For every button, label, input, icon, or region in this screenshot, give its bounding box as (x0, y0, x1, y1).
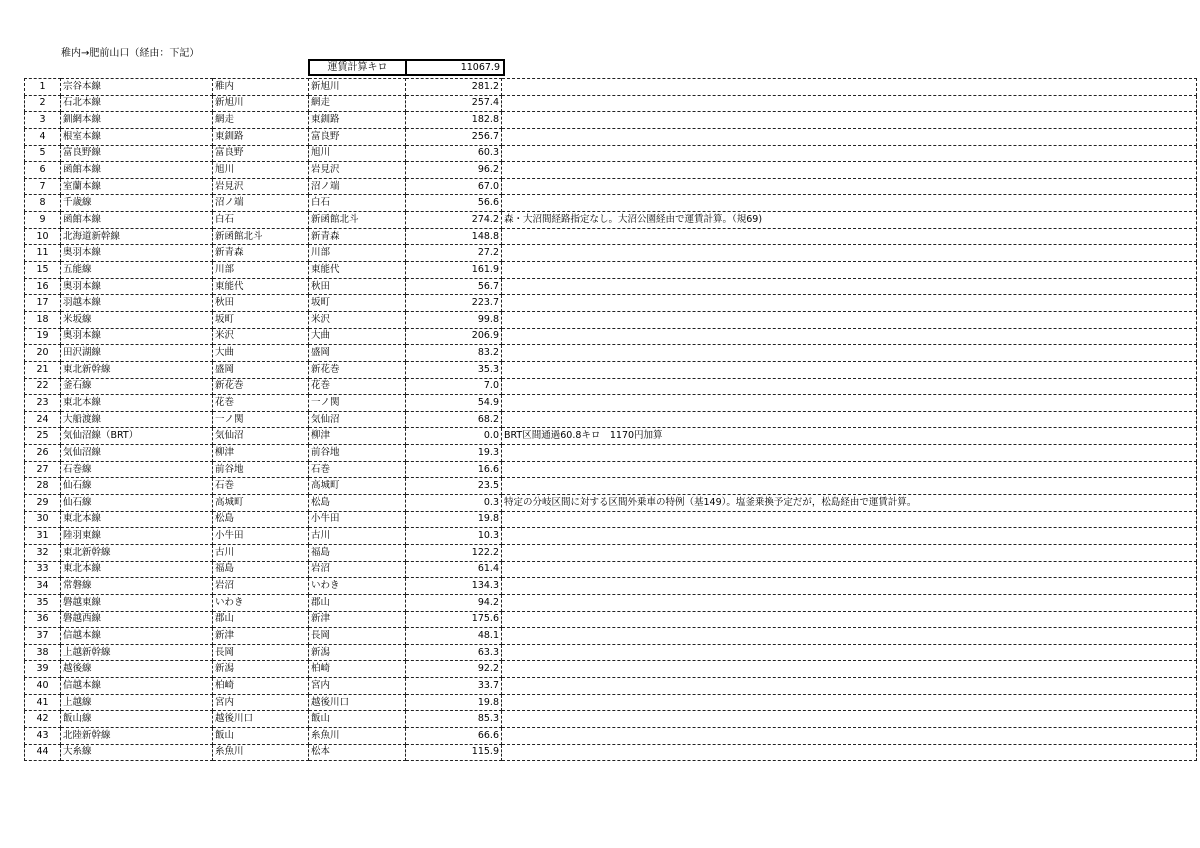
row-number[interactable]: 2 (25, 95, 61, 112)
route-note[interactable] (502, 445, 1197, 462)
distance-km[interactable]: 83.2 (406, 345, 502, 362)
to-station[interactable]: 古川 (309, 528, 406, 545)
distance-km[interactable]: 56.7 (406, 278, 502, 295)
line-name[interactable]: 釜石線 (61, 378, 213, 395)
line-name[interactable]: 田沢湖線 (61, 345, 213, 362)
from-station[interactable]: 気仙沼 (213, 428, 309, 445)
distance-km[interactable]: 0.3 (406, 495, 502, 512)
to-station[interactable]: 花巻 (309, 378, 406, 395)
route-note[interactable] (502, 95, 1197, 112)
to-station[interactable]: 東能代 (309, 262, 406, 279)
route-note[interactable] (502, 228, 1197, 245)
distance-km[interactable]: 85.3 (406, 711, 502, 728)
distance-km[interactable]: 175.6 (406, 611, 502, 628)
table-row[interactable] (25, 495, 1197, 512)
distance-km[interactable]: 206.9 (406, 328, 502, 345)
row-number[interactable]: 39 (25, 661, 61, 678)
from-station[interactable]: 東釧路 (213, 128, 309, 145)
from-station[interactable]: 新旭川 (213, 95, 309, 112)
to-station[interactable]: 坂町 (309, 295, 406, 312)
row-number[interactable]: 41 (25, 694, 61, 711)
from-station[interactable]: 米沢 (213, 328, 309, 345)
route-note[interactable] (502, 561, 1197, 578)
row-number[interactable]: 24 (25, 411, 61, 428)
table-row[interactable] (25, 528, 1197, 545)
distance-km[interactable]: 66.6 (406, 727, 502, 744)
line-name[interactable]: 室蘭本線 (61, 178, 213, 195)
line-name[interactable]: 大船渡線 (61, 411, 213, 428)
row-number[interactable]: 3 (25, 112, 61, 129)
line-name[interactable]: 気仙沼線（BRT） (61, 428, 213, 445)
row-number[interactable]: 5 (25, 145, 61, 162)
table-row[interactable] (25, 694, 1197, 711)
line-name[interactable]: 仙石線 (61, 478, 213, 495)
table-row[interactable] (25, 428, 1197, 445)
line-name[interactable]: 常磐線 (61, 578, 213, 595)
line-name[interactable]: 東北本線 (61, 511, 213, 528)
from-station[interactable]: 古川 (213, 544, 309, 561)
table-row[interactable] (25, 445, 1197, 462)
to-station[interactable]: 長岡 (309, 628, 406, 645)
table-row[interactable] (25, 345, 1197, 362)
to-station[interactable]: 前谷地 (309, 445, 406, 462)
from-station[interactable]: 福島 (213, 561, 309, 578)
to-station[interactable]: 新青森 (309, 228, 406, 245)
row-number[interactable]: 22 (25, 378, 61, 395)
line-name[interactable]: 北陸新幹線 (61, 727, 213, 744)
distance-km[interactable]: 274.2 (406, 212, 502, 229)
from-station[interactable]: 石巻 (213, 478, 309, 495)
distance-km[interactable]: 63.3 (406, 644, 502, 661)
table-row[interactable] (25, 744, 1197, 761)
route-note[interactable] (502, 478, 1197, 495)
row-number[interactable]: 17 (25, 295, 61, 312)
distance-km[interactable]: 7.0 (406, 378, 502, 395)
distance-km[interactable]: 134.3 (406, 578, 502, 595)
to-station[interactable]: 新函館北斗 (309, 212, 406, 229)
to-station[interactable]: 高城町 (309, 478, 406, 495)
route-note[interactable]: 森・大沼間経路指定なし。大沼公園経由で運賃計算。（規69) (502, 212, 1197, 229)
route-note[interactable] (502, 395, 1197, 412)
to-station[interactable]: いわき (309, 578, 406, 595)
to-station[interactable]: 大曲 (309, 328, 406, 345)
to-station[interactable]: 岩見沢 (309, 162, 406, 179)
route-note[interactable] (502, 361, 1197, 378)
from-station[interactable]: 長岡 (213, 644, 309, 661)
route-note[interactable]: 特定の分岐区間に対する区間外乗車の特例（基149）。塩釜乗換予定だが，松島経由で運賃計算。 (502, 495, 1197, 512)
line-name[interactable]: 石巻線 (61, 461, 213, 478)
from-station[interactable]: 糸魚川 (213, 744, 309, 761)
row-number[interactable]: 21 (25, 361, 61, 378)
to-station[interactable]: 富良野 (309, 128, 406, 145)
line-name[interactable]: 東北新幹線 (61, 544, 213, 561)
from-station[interactable]: 新函館北斗 (213, 228, 309, 245)
line-name[interactable]: 羽越本線 (61, 295, 213, 312)
to-station[interactable]: 柳津 (309, 428, 406, 445)
distance-km[interactable]: 61.4 (406, 561, 502, 578)
table-row[interactable] (25, 644, 1197, 661)
row-number[interactable]: 19 (25, 328, 61, 345)
row-number[interactable]: 10 (25, 228, 61, 245)
table-row[interactable] (25, 245, 1197, 262)
line-name[interactable]: 根室本線 (61, 128, 213, 145)
from-station[interactable]: 盛岡 (213, 361, 309, 378)
to-station[interactable]: 新津 (309, 611, 406, 628)
route-note[interactable] (502, 328, 1197, 345)
distance-km[interactable]: 223.7 (406, 295, 502, 312)
sheet-title: 稚内→肥前山口（経由：下記） (61, 48, 200, 59)
row-number[interactable]: 23 (25, 395, 61, 412)
table-row[interactable] (25, 578, 1197, 595)
to-station[interactable]: 秋田 (309, 278, 406, 295)
from-station[interactable]: 松島 (213, 511, 309, 528)
table-row[interactable] (25, 478, 1197, 495)
to-station[interactable]: 糸魚川 (309, 727, 406, 744)
from-station[interactable]: 川部 (213, 262, 309, 279)
distance-km[interactable]: 27.2 (406, 245, 502, 262)
route-note[interactable] (502, 578, 1197, 595)
row-number[interactable]: 15 (25, 262, 61, 279)
route-note[interactable] (502, 378, 1197, 395)
line-name[interactable]: 千歳線 (61, 195, 213, 212)
line-name[interactable]: 信越本線 (61, 628, 213, 645)
table-row[interactable] (25, 678, 1197, 695)
from-station[interactable]: 富良野 (213, 145, 309, 162)
to-station[interactable]: 松島 (309, 495, 406, 512)
row-number[interactable]: 44 (25, 744, 61, 761)
route-note[interactable] (502, 79, 1197, 96)
line-name[interactable]: 陸羽東線 (61, 528, 213, 545)
route-note[interactable] (502, 694, 1197, 711)
from-station[interactable]: 柏崎 (213, 678, 309, 695)
from-station[interactable]: いわき (213, 594, 309, 611)
distance-km[interactable]: 19.8 (406, 511, 502, 528)
row-number[interactable]: 9 (25, 212, 61, 229)
route-note[interactable] (502, 727, 1197, 744)
distance-km[interactable]: 256.7 (406, 128, 502, 145)
table-row[interactable] (25, 178, 1197, 195)
row-number[interactable]: 42 (25, 711, 61, 728)
table-row[interactable] (25, 295, 1197, 312)
to-station[interactable]: 新潟 (309, 644, 406, 661)
route-note[interactable] (502, 112, 1197, 129)
distance-km[interactable]: 56.6 (406, 195, 502, 212)
route-note[interactable] (502, 295, 1197, 312)
row-number[interactable]: 36 (25, 611, 61, 628)
fare-distance-box (308, 59, 505, 76)
from-station[interactable]: 前谷地 (213, 461, 309, 478)
row-number[interactable]: 25 (25, 428, 61, 445)
to-station[interactable]: 福島 (309, 544, 406, 561)
route-note[interactable] (502, 262, 1197, 279)
distance-km[interactable]: 35.3 (406, 361, 502, 378)
row-number[interactable]: 16 (25, 278, 61, 295)
line-name[interactable]: 仙石線 (61, 495, 213, 512)
table-row[interactable] (25, 328, 1197, 345)
from-station[interactable]: 坂町 (213, 311, 309, 328)
line-name[interactable]: 東北本線 (61, 395, 213, 412)
from-station[interactable]: 稚内 (213, 79, 309, 96)
route-note[interactable] (502, 278, 1197, 295)
distance-km[interactable]: 23.5 (406, 478, 502, 495)
route-note[interactable] (502, 511, 1197, 528)
row-number[interactable]: 32 (25, 544, 61, 561)
row-number[interactable]: 31 (25, 528, 61, 545)
distance-km[interactable]: 33.7 (406, 678, 502, 695)
route-note[interactable] (502, 528, 1197, 545)
from-station[interactable]: 新津 (213, 628, 309, 645)
to-station[interactable]: 岩沼 (309, 561, 406, 578)
to-station[interactable]: 川部 (309, 245, 406, 262)
line-name[interactable]: 釧網本線 (61, 112, 213, 129)
to-station[interactable]: 気仙沼 (309, 411, 406, 428)
distance-km[interactable]: 182.8 (406, 112, 502, 129)
fare-distance-value: 11067.9 (460, 62, 500, 73)
line-name[interactable]: 宗谷本線 (61, 79, 213, 96)
row-number[interactable]: 26 (25, 445, 61, 462)
table-row[interactable] (25, 361, 1197, 378)
distance-km[interactable]: 19.8 (406, 694, 502, 711)
from-station[interactable]: 白石 (213, 212, 309, 229)
route-note[interactable] (502, 411, 1197, 428)
from-station[interactable]: 沼ノ端 (213, 195, 309, 212)
distance-km[interactable]: 281.2 (406, 79, 502, 96)
from-station[interactable]: 東能代 (213, 278, 309, 295)
from-station[interactable]: 旭川 (213, 162, 309, 179)
distance-km[interactable]: 92.2 (406, 661, 502, 678)
row-number[interactable]: 37 (25, 628, 61, 645)
table-row[interactable] (25, 128, 1197, 145)
route-note[interactable] (502, 461, 1197, 478)
from-station[interactable]: 郡山 (213, 611, 309, 628)
line-name[interactable]: 奥羽本線 (61, 245, 213, 262)
to-station[interactable]: 米沢 (309, 311, 406, 328)
row-number[interactable]: 1 (25, 79, 61, 96)
row-number[interactable]: 6 (25, 162, 61, 179)
table-row[interactable] (25, 511, 1197, 528)
to-station[interactable]: 東釧路 (309, 112, 406, 129)
table-row[interactable] (25, 228, 1197, 245)
from-station[interactable]: 大曲 (213, 345, 309, 362)
row-number[interactable]: 35 (25, 594, 61, 611)
line-name[interactable]: 奥羽本線 (61, 328, 213, 345)
to-station[interactable]: 松本 (309, 744, 406, 761)
line-name[interactable]: 気仙沼線 (61, 445, 213, 462)
route-table-body (25, 79, 1197, 761)
line-name[interactable]: 東北新幹線 (61, 361, 213, 378)
distance-km[interactable]: 16.6 (406, 461, 502, 478)
row-number[interactable]: 30 (25, 511, 61, 528)
distance-km[interactable]: 19.3 (406, 445, 502, 462)
route-note[interactable] (502, 345, 1197, 362)
distance-km[interactable]: 99.8 (406, 311, 502, 328)
to-station[interactable]: 宮内 (309, 678, 406, 695)
line-name[interactable]: 大糸線 (61, 744, 213, 761)
route-note[interactable] (502, 145, 1197, 162)
route-note[interactable] (502, 711, 1197, 728)
route-note[interactable] (502, 678, 1197, 695)
distance-km[interactable]: 0.0 (406, 428, 502, 445)
to-station[interactable]: 飯山 (309, 711, 406, 728)
line-name[interactable]: 信越本線 (61, 678, 213, 695)
to-station[interactable]: 盛岡 (309, 345, 406, 362)
to-station[interactable]: 郡山 (309, 594, 406, 611)
route-note[interactable] (502, 644, 1197, 661)
from-station[interactable]: 秋田 (213, 295, 309, 312)
line-name[interactable]: 富良野線 (61, 145, 213, 162)
from-station[interactable]: 高城町 (213, 495, 309, 512)
table-row[interactable] (25, 611, 1197, 628)
table-row[interactable] (25, 79, 1197, 96)
route-note[interactable] (502, 544, 1197, 561)
route-note[interactable] (502, 611, 1197, 628)
distance-km[interactable]: 48.1 (406, 628, 502, 645)
from-station[interactable]: 花巻 (213, 395, 309, 412)
from-station[interactable]: 飯山 (213, 727, 309, 744)
line-name[interactable]: 石北本線 (61, 95, 213, 112)
distance-km[interactable]: 94.2 (406, 594, 502, 611)
from-station[interactable]: 宮内 (213, 694, 309, 711)
distance-km[interactable]: 161.9 (406, 262, 502, 279)
fare-distance-label: 運賃計算キロ (310, 61, 407, 74)
from-station[interactable]: 網走 (213, 112, 309, 129)
to-station[interactable]: 柏崎 (309, 661, 406, 678)
table-row[interactable] (25, 162, 1197, 179)
table-row[interactable] (25, 594, 1197, 611)
table-row[interactable] (25, 395, 1197, 412)
table-row[interactable] (25, 145, 1197, 162)
row-number[interactable]: 38 (25, 644, 61, 661)
distance-km[interactable]: 68.2 (406, 411, 502, 428)
row-number[interactable]: 33 (25, 561, 61, 578)
row-number[interactable]: 20 (25, 345, 61, 362)
route-note[interactable] (502, 628, 1197, 645)
table-row[interactable] (25, 461, 1197, 478)
from-station[interactable]: 岩沼 (213, 578, 309, 595)
to-station[interactable]: 一ノ関 (309, 395, 406, 412)
table-row[interactable] (25, 711, 1197, 728)
row-number[interactable]: 40 (25, 678, 61, 695)
route-note[interactable] (502, 245, 1197, 262)
to-station[interactable]: 越後川口 (309, 694, 406, 711)
distance-km[interactable]: 96.2 (406, 162, 502, 179)
route-note[interactable] (502, 744, 1197, 761)
from-station[interactable]: 越後川口 (213, 711, 309, 728)
row-number[interactable]: 43 (25, 727, 61, 744)
from-station[interactable]: 新花巻 (213, 378, 309, 395)
from-station[interactable]: 一ノ関 (213, 411, 309, 428)
line-name[interactable]: 北海道新幹線 (61, 228, 213, 245)
line-name[interactable]: 上越線 (61, 694, 213, 711)
row-number[interactable]: 18 (25, 311, 61, 328)
from-station[interactable]: 新潟 (213, 661, 309, 678)
table-row[interactable] (25, 378, 1197, 395)
to-station[interactable]: 新旭川 (309, 79, 406, 96)
row-number[interactable]: 8 (25, 195, 61, 212)
table-row[interactable] (25, 411, 1197, 428)
row-number[interactable]: 34 (25, 578, 61, 595)
from-station[interactable]: 新青森 (213, 245, 309, 262)
from-station[interactable]: 小牛田 (213, 528, 309, 545)
distance-km[interactable]: 60.3 (406, 145, 502, 162)
line-name[interactable]: 函館本線 (61, 162, 213, 179)
table-row[interactable] (25, 195, 1197, 212)
table-row[interactable] (25, 311, 1197, 328)
from-station[interactable]: 岩見沢 (213, 178, 309, 195)
row-number[interactable]: 28 (25, 478, 61, 495)
line-name[interactable]: 飯山線 (61, 711, 213, 728)
to-station[interactable]: 旭川 (309, 145, 406, 162)
to-station[interactable]: 白石 (309, 195, 406, 212)
route-note[interactable] (502, 128, 1197, 145)
line-name[interactable]: 米坂線 (61, 311, 213, 328)
row-number[interactable]: 27 (25, 461, 61, 478)
distance-km[interactable]: 10.3 (406, 528, 502, 545)
distance-km[interactable]: 257.4 (406, 95, 502, 112)
to-station[interactable]: 新花巻 (309, 361, 406, 378)
row-number[interactable]: 11 (25, 245, 61, 262)
table-row[interactable] (25, 212, 1197, 229)
line-name[interactable]: 東北本線 (61, 561, 213, 578)
table-row[interactable] (25, 112, 1197, 129)
line-name[interactable]: 五能線 (61, 262, 213, 279)
distance-km[interactable]: 148.8 (406, 228, 502, 245)
route-note[interactable] (502, 195, 1197, 212)
line-name[interactable]: 上越新幹線 (61, 644, 213, 661)
line-name[interactable]: 磐越東線 (61, 594, 213, 611)
row-number[interactable]: 7 (25, 178, 61, 195)
route-note[interactable]: BRT区間通過60.8キロ 1170円加算 (502, 428, 1197, 445)
route-note[interactable] (502, 594, 1197, 611)
table-row[interactable] (25, 95, 1197, 112)
line-name[interactable]: 函館本線 (61, 212, 213, 229)
table-row[interactable] (25, 727, 1197, 744)
table-row[interactable] (25, 544, 1197, 561)
line-name[interactable]: 越後線 (61, 661, 213, 678)
line-name[interactable]: 奥羽本線 (61, 278, 213, 295)
table-row[interactable] (25, 262, 1197, 279)
distance-km[interactable]: 67.0 (406, 178, 502, 195)
route-note[interactable] (502, 162, 1197, 179)
row-number[interactable]: 4 (25, 128, 61, 145)
table-row[interactable] (25, 628, 1197, 645)
to-station[interactable]: 沼ノ端 (309, 178, 406, 195)
to-station[interactable]: 石巻 (309, 461, 406, 478)
distance-km[interactable]: 122.2 (406, 544, 502, 561)
route-table (24, 78, 1197, 761)
to-station[interactable]: 網走 (309, 95, 406, 112)
line-name[interactable]: 磐越西線 (61, 611, 213, 628)
table-row[interactable] (25, 278, 1197, 295)
table-row[interactable] (25, 561, 1197, 578)
distance-km[interactable]: 115.9 (406, 744, 502, 761)
row-number[interactable]: 29 (25, 495, 61, 512)
table-row[interactable] (25, 661, 1197, 678)
route-note[interactable] (502, 178, 1197, 195)
from-station[interactable]: 柳津 (213, 445, 309, 462)
distance-km[interactable]: 54.9 (406, 395, 502, 412)
route-note[interactable] (502, 311, 1197, 328)
to-station[interactable]: 小牛田 (309, 511, 406, 528)
route-note[interactable] (502, 661, 1197, 678)
